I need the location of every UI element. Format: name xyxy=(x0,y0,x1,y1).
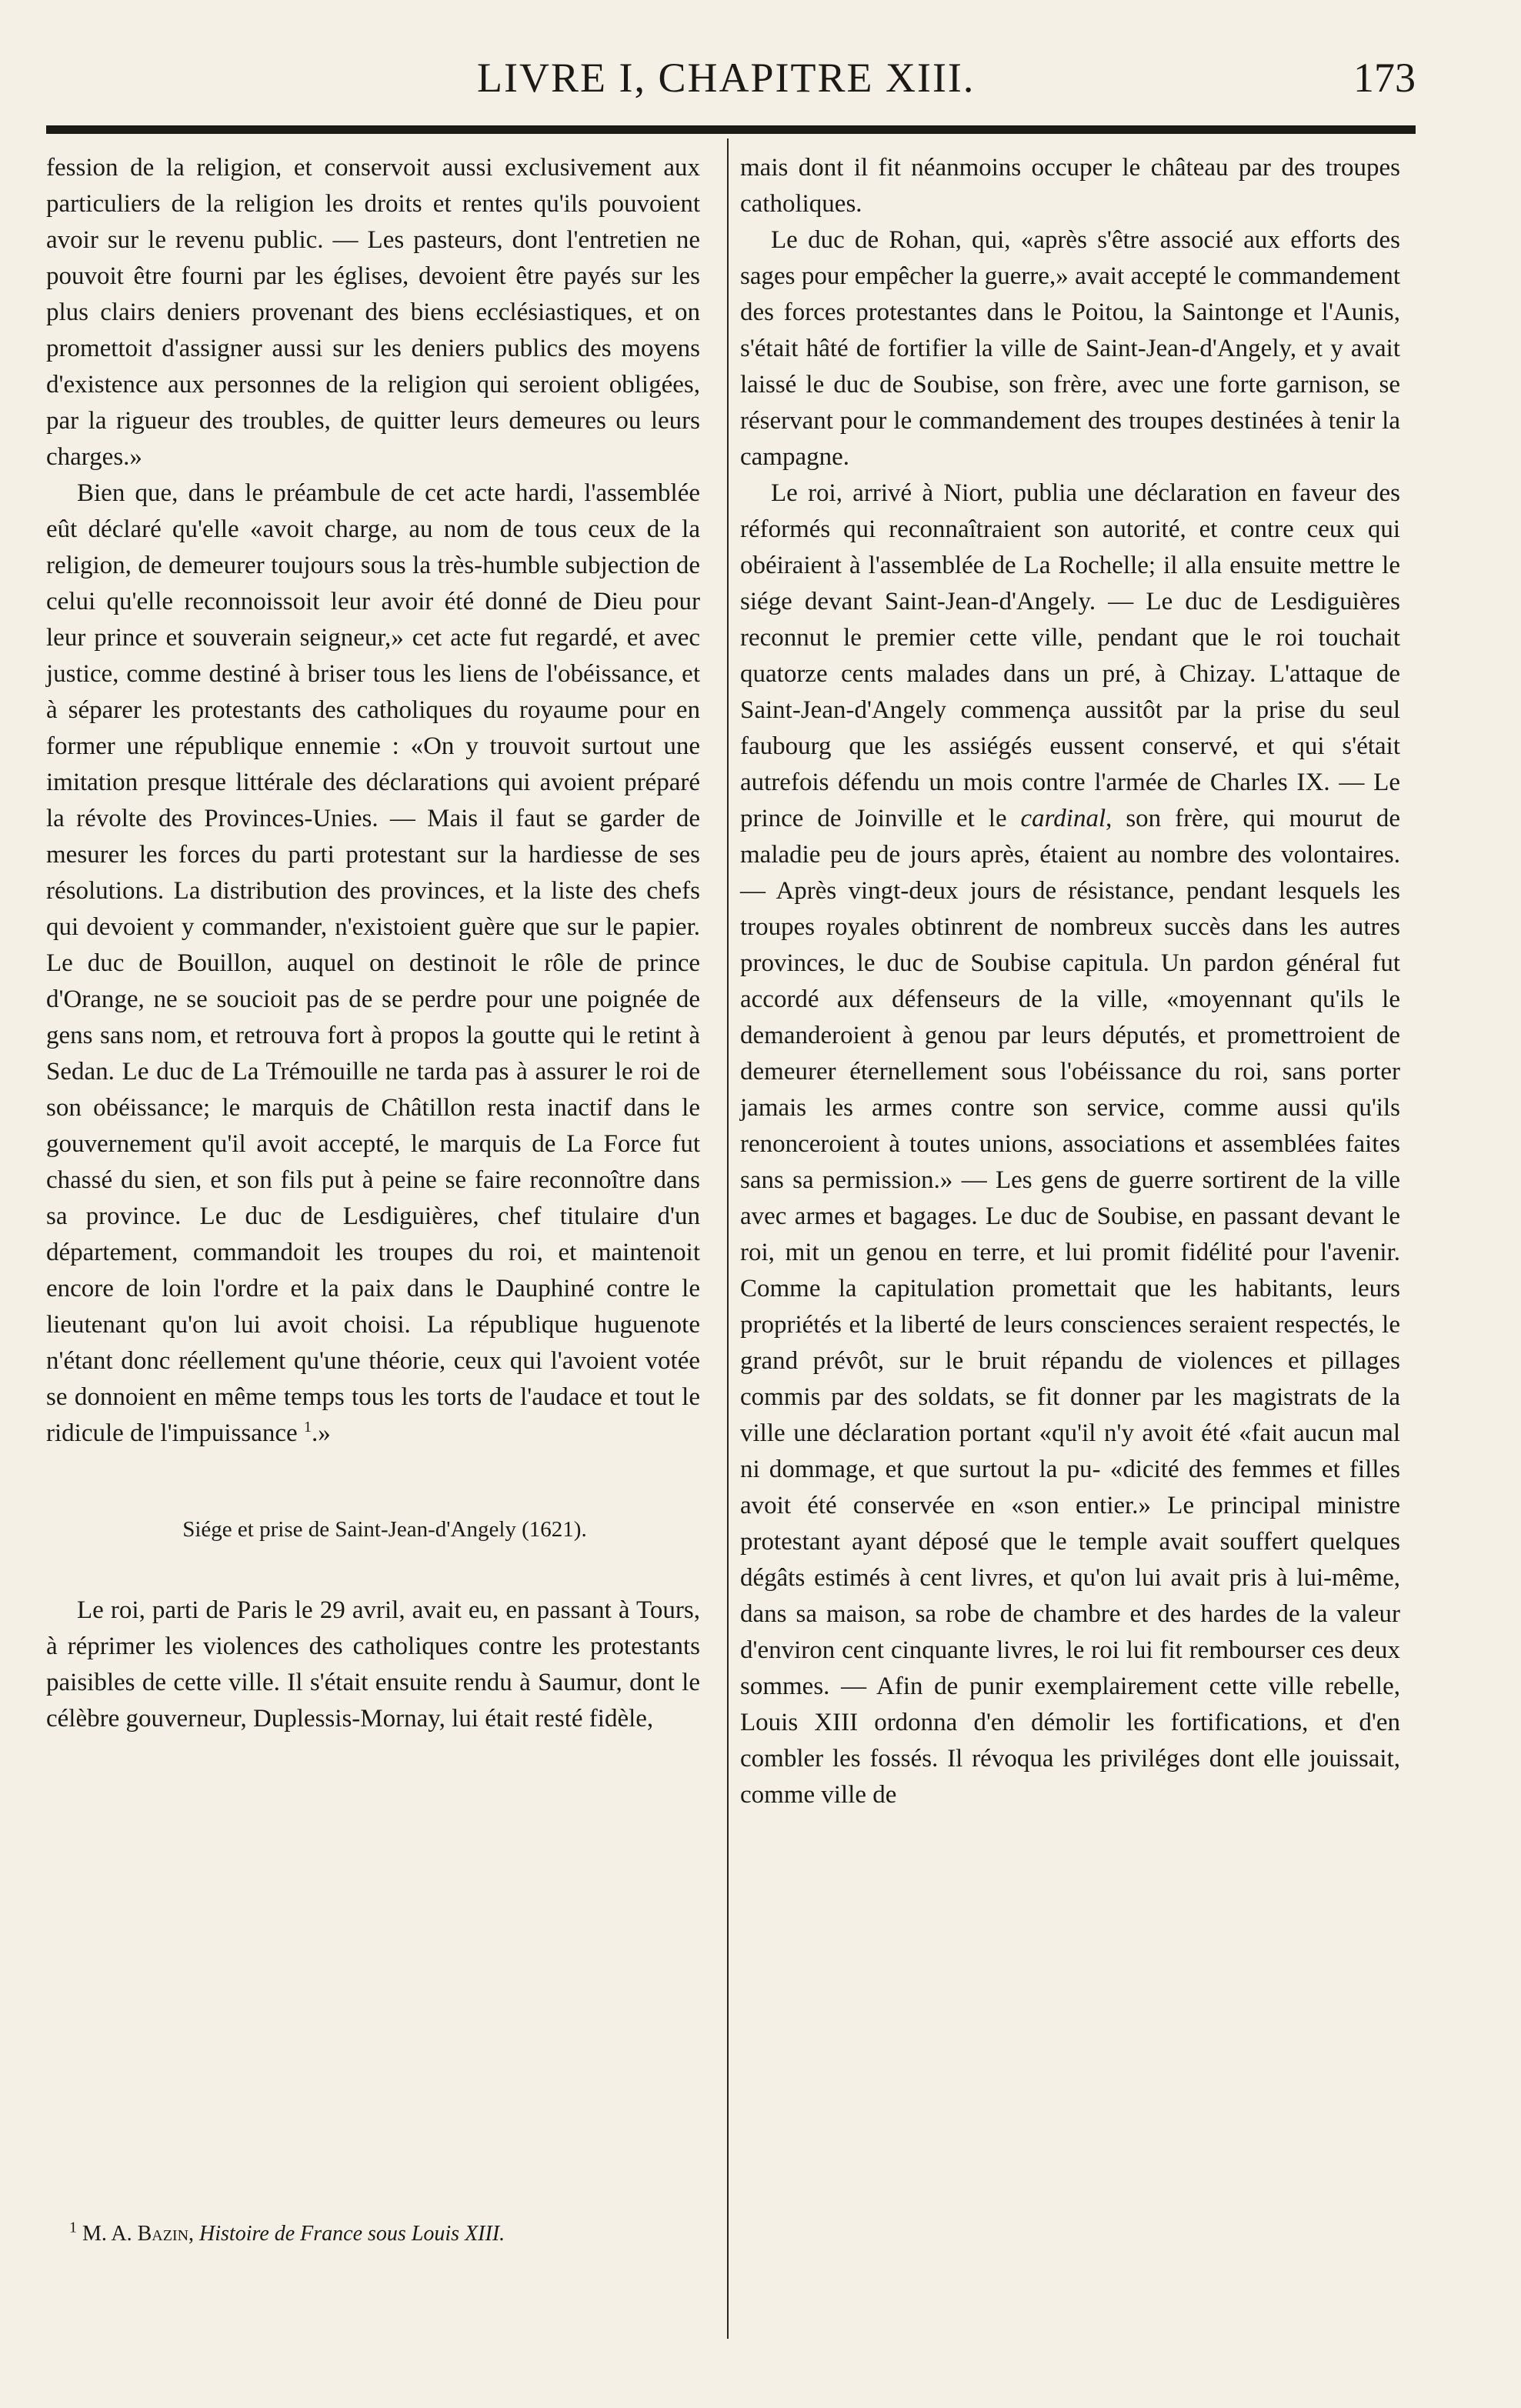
paragraph: Le roi, parti de Paris le 29 avril, avait eu, en passant à Tours, à réprimer les violences des catholiques contre les protestants paisibles de cette ville. Il s'était ensuite rendu à Saumur, dont le célèbre gouverneur, Duplessis-Mornay, lui était resté fidèle, xyxy=(46,1596,700,1733)
paragraph-end: .» xyxy=(311,1419,331,1447)
paragraph-text: Bien que, dans le préambule de cet acte hardi, l'assemblée eût déclaré qu'elle «avoit charge, au nom de tous ceux de la religion, de demeurer toujours sous la très-humble subjection de celui qu'elle reconnoissoit leur avoir été donné de Dieu pour leur prince et souverain seigneur,» cet acte fut regardé, et avec justice, comme destiné à briser tous les liens de l'obéissance, et à séparer les protestants des catholiques du royaume pour en former une république ennemie : «On y trouvoit surtout une imitation presque littérale des déclarations qui avoient préparé la révolte des Provinces-Unies. — Mais il faut se garder de mesurer les forces du parti protestant sur la hardiesse de ses résolutions. La distribution des provinces, et la liste des chefs qui devoient y commander, n'existoient guère que sur le papier. Le duc de Bouillon, auquel on destinoit le rôle de prince d'Orange, ne se soucioit pas de se perdre pour une poignée de gens sans nom, et retrouva fort à propos la goutte qui le retint à Sedan. Le duc de La Trémouille ne tarda pas à assurer le roi de son obéissance; le marquis de Châtillon resta inactif dans le gouvernement qu'il avoit accepté, le marquis de La Force fut chassé du sien, et son fils put à peine se faire reconnoître dans sa province. Le duc de Lesdiguières, chef titulaire d'un département, commandoit les troupes du roi, et maintenoit encore de loin l'ordre et la paix dans le Dauphiné contre le lieutenant qu'on lui avoit choisi. La république huguenote n'étant donc réellement qu'une théorie, ceux qui l'avoient votée se donnoient en même temps tous les torts de l'audace et tout le ridicule de l'impuissance xyxy=(46,479,700,1447)
header-rule xyxy=(46,125,1416,134)
paragraph xyxy=(46,475,700,1452)
footnote-author: M. A. Bazin xyxy=(82,2222,189,2246)
paragraph-text: Le roi, arrivé à Niort, publia une déclaration en faveur des réformés qui reconnaîtraient son autorité, et contre ceux qui obéiraient à l'assemblée de La Rochelle; il alla ensuite mettre le siége devant Saint-Jean-d'Angely. — Le duc de Lesdiguières reconnut le premier cette ville, pendant que le roi touchait quatorze cents malades dans un pré, à Chizay. L'attaque de Saint-Jean-d'Angely commença aussitôt par la prise du seul faubourg que les assiégés eussent conservé, et qui s'était autrefois défendu un mois contre l'armée de Charles IX. — Le prince de Joinville et le xyxy=(740,479,1400,832)
footnote-title: Histoire de France sous Louis XIII. xyxy=(199,2222,505,2246)
page-number: 173 xyxy=(1353,55,1416,101)
footnote xyxy=(69,2219,505,2246)
running-title: LIVRE I, CHAPITRE XIII. xyxy=(477,55,976,101)
paragraph xyxy=(740,475,1400,1813)
footnote-separator: , xyxy=(188,2222,200,2246)
left-column xyxy=(46,150,700,1737)
page-header xyxy=(46,48,1416,117)
footnote-reference: 1 xyxy=(303,1419,312,1436)
section-heading: Siége et prise de Saint-Jean-d'Angely (1621). xyxy=(182,1517,587,1542)
right-column xyxy=(740,150,1400,1813)
paragraph-text: , son frère, qui mourut de maladie peu de jours après, étaient au nombre des volontaires. — Après vingt-deux jours de résistance, pendant lesquels les troupes royales obtinrent de nombreux succès dans les autres provinces, le duc de Soubise capitula. Un pardon général fut accordé aux défenseurs de la ville, «moyennant qu'ils le demanderoient à genou par leurs députés, et promettroient de demeurer éternellement sous l'obéissance du roi, sans porter jamais les armes contre son service, comme aussi qu'ils renonceroient à toutes unions, associations et assemblées faites sans sa permission.» — Les gens de guerre sortirent de la ville avec armes et bagages. Le duc de Soubise, en passant devant le roi, mit un genou en terre, et lui promit fidélité pour l'avenir. Comme la capitulation promettait que les habitants, leurs propriétés et la liberté de leurs consciences seraient respectés, le grand prévôt, sur le bruit répandu de violences et pillages commis par des soldats, se fit donner par les magistrats de la ville une déclaration portant «qu'il n'y avoit été «fait aucun mal ni dommage, et que surtout la pu- «dicité des femmes et filles avoit été conservée en «son entier.» Le principal ministre protestant ayant déposé que le temple avait souffert quelques dégâts estimés à cent livres, et qu'on lui avait pris à lui-même, dans sa maison, sa robe de chambre et des hardes de la valeur d'environ cent cinquante livres, le roi lui fit rembourser ces deux sommes. — Afin de punir exemplairement cette ville rebelle, Louis XIII ordonna d'en démolir les fortifications, et d'en combler les fossés. Il révoqua les priviléges dont elle jouissait, comme ville de xyxy=(740,805,1401,1809)
paragraph: Le duc de Rohan, qui, «après s'être associé aux efforts des sages pour empêcher la guerre,» avait accepté le commandement des forces protestantes dans le Poitou, la Saintonge et l'Aunis, s'était hâté de fortifier la ville de Saint-Jean-d'Angely, et y avait laissé le duc de Soubise, son frère, avec une forte garnison, se réservant pour le commandement des troupes destinées à tenir la campagne. xyxy=(740,226,1400,471)
paragraph: fession de la religion, et conservoit aussi exclusivement aux particuliers de la religion les droits et rentes qu'ils pouvoient avoir sur le revenu public. — Les pasteurs, dont l'entretien ne pouvoit être fourni par les églises, devoient être payés sur les plus clairs deniers provenant des biens ecclésiastiques, et on promettoit d'assigner aussi sur les deniers publics des moyens d'existence aux personnes de la religion qui seroient obligées, par la rigueur des troubles, de quitter leurs demeures ou leurs charges.» xyxy=(46,154,700,471)
italic-word: cardinal xyxy=(1020,805,1106,832)
paragraph: mais dont il fit néanmoins occuper le château par des troupes catholiques. xyxy=(740,154,1400,218)
footnote-mark: 1 xyxy=(69,2219,77,2236)
column-divider xyxy=(727,138,729,2339)
